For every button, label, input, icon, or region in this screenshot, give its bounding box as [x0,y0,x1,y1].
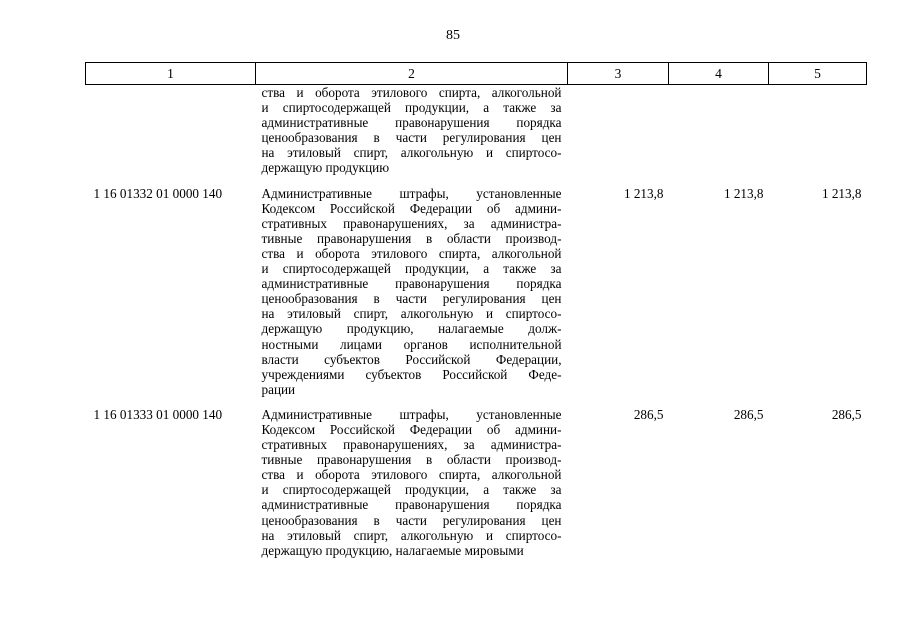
description-line: на этиловый спирт, алкогольную и спиртосо- [261,145,562,161]
description-line: ценообразования в части регулирования цен [261,130,562,146]
spacer-cell [669,176,769,186]
row-value-col5: 286,5 [831,406,862,422]
description-line: стративных правонарушениях, за администра- [261,215,562,231]
description-line: власти субъектов Российской Федерации, [261,351,562,367]
spacer-cell [256,176,568,186]
description-line: ства и оборота этилового спирта, алкогольной [261,245,562,261]
column-header-1: 1 [86,63,256,85]
row-spacer [86,397,867,407]
description-line: административные правонарушения порядка [261,276,562,292]
row-value-col5 [769,85,867,176]
description-line: Кодексом Российской Федерации об админи- [261,421,562,437]
row-code-cell: 1 16 01333 01 0000 140 [93,406,223,422]
description-line: учреждениями субъектов Российской Феде- [261,366,562,382]
description-line: ценообразования в части регулирования цен [261,512,562,528]
description-line: и спиртосодержащей продукции, а также за [261,100,562,116]
row-value-col3 [568,85,669,176]
row-value-col3: 286,5 [633,406,664,422]
description-line: ценообразования в части регулирования цен [261,291,562,307]
spacer-cell [669,397,769,407]
description-line: тивные правонарушения в области производ- [261,452,562,468]
description-line: ностными лицами органов исполнительной [261,336,562,352]
row-description-cell [256,186,568,397]
page-number: 85 [446,28,460,43]
table-body [86,85,867,558]
description-line: рации [261,381,296,397]
spacer-cell [568,176,669,186]
description-line: держащую продукцию, налагаемые мировыми [261,542,524,558]
row-value-col4: 286,5 [733,406,764,422]
description-line: Административные штрафы, установленные [261,185,562,201]
description-line: стративных правонарушениях, за администра- [261,437,562,453]
table-header-row [86,63,867,85]
row-value-col4 [669,85,769,176]
row-code-cell: 1 16 01332 01 0000 140 [93,185,223,201]
row-code-cell [86,85,256,176]
spacer-cell [769,176,867,186]
spacer-cell [86,176,256,186]
row-value-col4: 1 213,8 [723,185,764,201]
description-line: на этиловый спирт, алкогольную и спиртосо- [261,527,562,543]
description-line: тивные правонарушения в области производ- [261,230,562,246]
column-header-4: 4 [669,63,769,85]
description-line: Административные штрафы, установленные [261,406,562,422]
description-line: ства и оборота этилового спирта, алкогольной [261,85,562,100]
description-line: держащую продукцию, налагаемые долж- [261,321,562,337]
table-row [86,85,867,176]
spacer-cell [769,397,867,407]
description-line: Кодексом Российской Федерации об админи- [261,200,562,216]
row-value-col3: 1 213,8 [623,185,664,201]
spacer-cell [256,397,568,407]
description-line: ства и оборота этилового спирта, алкогольной [261,467,562,483]
spacer-cell [86,397,256,407]
description-line: на этиловый спирт, алкогольную и спиртосо- [261,306,562,322]
description-line: держащую продукцию [261,160,390,176]
spacer-cell [568,397,669,407]
row-description-cell [256,407,568,558]
description-line: и спиртосодержащей продукции, а также за [261,261,562,277]
column-header-2: 2 [256,63,568,85]
description-line: административные правонарушения порядка [261,497,562,513]
table-row [86,186,867,397]
table-row [86,407,867,558]
description-line: и спиртосодержащей продукции, а также за [261,482,562,498]
column-header-5: 5 [769,63,867,85]
column-header-3: 3 [568,63,669,85]
description-line: административные правонарушения порядка [261,115,562,131]
budget-table [85,62,867,558]
row-description-cell [256,85,568,176]
row-spacer [86,176,867,186]
row-value-col5: 1 213,8 [821,185,862,201]
